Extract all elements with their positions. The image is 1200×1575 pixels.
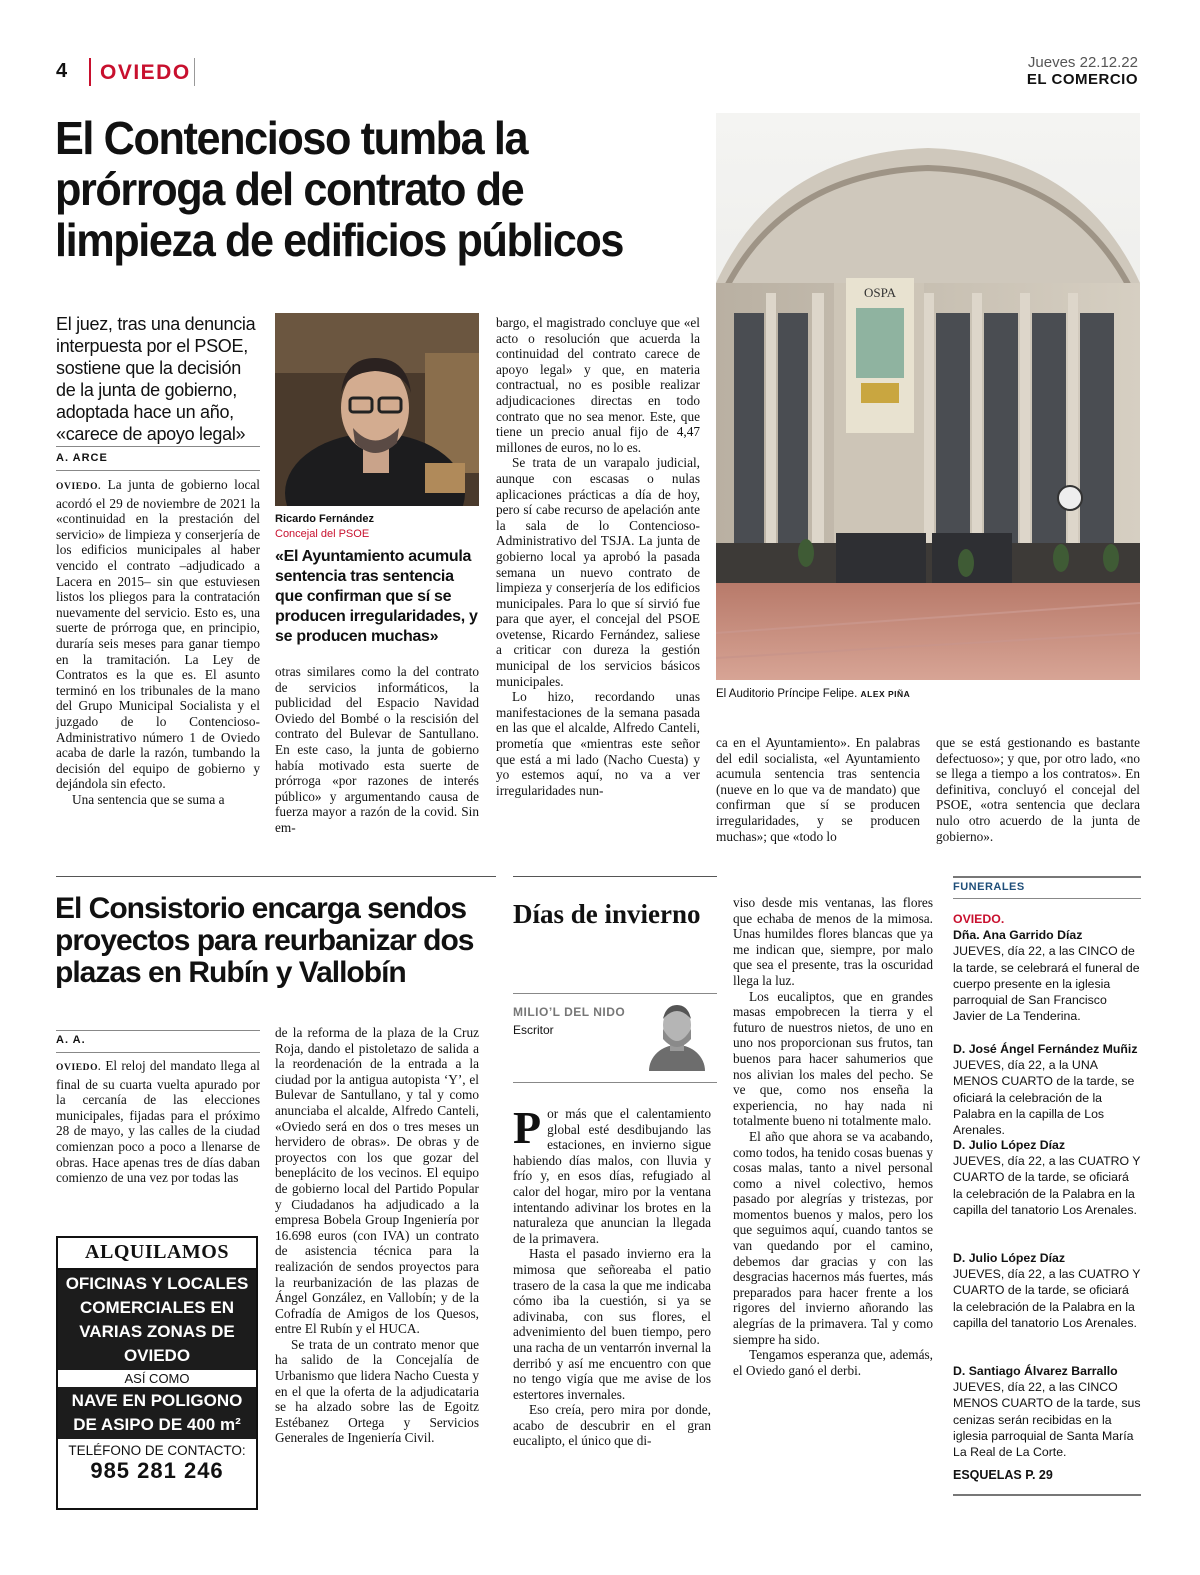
funerals-heading-rule bbox=[953, 898, 1141, 899]
main-col3-para2: Se trata de un varapalo judicial, aunque con escasas o nulas aplicaciones prácticas a día de hoy, pero sí cabe recurso de apelación ante la sala de lo Contencioso-Administrativo del TSJA. La junta de gobierno local ya aprobó la pasada semana un nuevo contrato de limpieza y conserjería de los edificios municipales. Para lo que sí sirvió fue para que ayer, el concejal del PSOE ovetense, Ricardo Fernández, saliese a criticar con dureza la gestión municipal de los servicios básicos municipales. bbox=[496, 455, 700, 689]
funeral-details: JUEVES, día 22, a la UNA MENOS CUARTO de la tarde, se oficiará la celebración de la Palabra en la capilla de Los Arenales. bbox=[953, 1058, 1135, 1138]
opinion-title-rule bbox=[513, 993, 717, 994]
section-title: OVIEDO bbox=[100, 61, 191, 84]
opinion-col2-para4: Tengamos esperanza que, además, el Oviedo ganó el derbi. bbox=[733, 1347, 933, 1378]
funeral-details: JUEVES, día 22, a las CUATRO Y CUARTO de la tarde, se oficiará la celebración de la Palabra en la capilla del tanatorio Los Arenales. bbox=[953, 1267, 1141, 1330]
second-headline: El Consistorio encarga sendos proyectos para reurbanizar dos plazas en Rubín y Vallobín bbox=[55, 892, 474, 989]
auditorium-image bbox=[716, 113, 1140, 680]
second-article-top-rule bbox=[56, 876, 496, 877]
caption-text: El Auditorio Príncipe Felipe. bbox=[716, 688, 858, 700]
main-col5-text: que se está gestionando es bastante defectuoso»; y que, por otro lado, «no se llega a tiempo a los contratos». En definitiva, concluyó el concejal del PSOE, «otra sentencia que declara nulo otro acuerdo de la junta de gobierno». bbox=[936, 735, 1140, 844]
funeral-entry-3 bbox=[953, 1137, 1141, 1218]
page-number: 4 bbox=[56, 60, 68, 82]
funeral-entry-4 bbox=[953, 1250, 1141, 1331]
portrait-role: Concejal del PSOE bbox=[275, 528, 370, 540]
funeral-details: JUEVES, día 22, a las CUATRO Y CUARTO de la tarde, se oficiará la celebración de la Palabra en la capilla del tanatorio Los Arenales. bbox=[953, 1154, 1141, 1217]
main-col2-text: otras similares como la del contrato de servicios informáticos, la publicidad del Espacio Navidad Oviedo del Bombé o la rescisión del contrato del Bulevar de Santullano. En este caso, la junta de gobierno había motivado esta suerte de prórroga «por razones de interés público» y argumentando causa de fuerza mayor a razón de la covid. Sin em- bbox=[275, 664, 479, 835]
main-col3-para3: Lo hizo, recordando unas manifestaciones de la semana pasada en las que el alcalde, Alfredo Canteli, prometía que «mientras este señor que está a mi lado (Nacho Cuesta) y yo estemos aquí, no va a ver irregularidades nun- bbox=[496, 689, 700, 798]
opinion-title: Días de invierno bbox=[513, 899, 701, 929]
opinion-col2-para2: Los eucaliptos, que en grandes masas empobrecen la tierra y el futuro de nuestros nietos, de uno en uno nos proporcionan sus frutos, tan buenos para hacer sahumerios que nos alivian los males del pecho. Se ve que, como nos enseña la experiencia, no hay nada ni totalmente bueno ni totalmente malo. bbox=[733, 988, 933, 1129]
main-col1-para2: Una sentencia que se suma a bbox=[72, 791, 225, 807]
opinion-col2-para3: El año que ahora se va acabando, como todos, ha tenido cosas buenas y cosas malas, tanto a nivel personal como a nivel colectivo, hemos pasado por alegrías y tristezas, por momentos buenos y malos, pero los que seguimos aquí, cuando tantos se van quedando por el camino, debemos dar gracias y con las desgracias hacernos más fuertes, más preparados para hacer frente a los rigores del invierno añorando las alegrías de la primavera. Tal y como siempre ha sido. bbox=[733, 1128, 933, 1347]
ad-contact-label: TELÉFONO DE CONTACTO: bbox=[68, 1443, 246, 1458]
second-col1-text: El reloj del mandato llega al final de su cuarta vuelta apurado por la cercanía de las elecciones municipales, fijadas para el próximo 28 de mayo, y las calles de la ciudad comienzan poco a poco a llenarse de obras. Hace apenas tres de días daban comienzo de una vez por todas las bbox=[56, 1058, 260, 1186]
author-portrait bbox=[648, 995, 706, 1071]
funerals-top-rule bbox=[953, 876, 1141, 878]
portrait-name: Ricardo Fernández bbox=[275, 513, 375, 525]
opinion-col1-para1: or más que el calentamiento global esté desdibujando las estaciones, en invierno sigue habiendo días malos, con lluvia y frío y, en esos días, refugiado al calor del hogar, miro por la ventana intentando adivinar los brotes en la naturaleza que anuncian la llegada de la primavera. bbox=[513, 1106, 711, 1246]
ad-headline: ALQUILAMOS bbox=[58, 1238, 256, 1270]
deck-rule bbox=[56, 446, 260, 447]
portrait-photo bbox=[275, 313, 479, 506]
funeral-name: D. Julio López Díaz bbox=[953, 1251, 1066, 1265]
main-column-5 bbox=[936, 735, 1140, 844]
second-byline-top-rule bbox=[56, 1030, 260, 1031]
section-divider bbox=[89, 58, 91, 86]
opinion-col1-para2: Hasta el pasado invierno era la mimosa que señoreaba el patio trasero de la casa la que me indicaba cómo iba la cuestión, si ya se adivinaba, con sus flores, el advenimiento del buen tiempo, pero una racha de un ventarrón invernal la derribó y así me encuentro con que no tengo vigía que me avise de los estertores invernales. bbox=[513, 1246, 711, 1402]
photo-credit: ALEX PIÑA bbox=[860, 689, 911, 699]
second-col2-para1: de la reforma de la plaza de la Cruz Roja, dando el pistoletazo de salida a la reordenación de la entrada a la ciudad por la antigua autopista ‘Y’, el Bulevar de Santullano, y tal y como anunciaba el alcalde, Alfredo Canteli, «Oviedo será en dos o tres meses un hervidero de obras». De obras y de proyectos con los que gozar del beneplácito de los vecinos. El equipo de gobierno local del Partido Popular y Ciudadanos ha adjudicado a la empresa Bobela Group Ingeniería por 16.698 euros (con IVA) un contrato de asistencia técnica para la realización de sendos proyectos para la reurbanización de las plazas de Ángel González, en Vallobín; y de la Cofradía de Amigos de los Quesos, entre El Rubín y el HUCA. bbox=[275, 1025, 479, 1337]
newspaper-name: EL COMERCIO bbox=[1026, 71, 1138, 88]
funeral-details: JUEVES, día 22, a las CINCO de la tarde, se celebrará el funeral de cuerpo presente en la iglesia parroquial de San Francisco Javier de La Tenderina. bbox=[953, 944, 1140, 1024]
main-byline: A. ARCE bbox=[56, 452, 108, 464]
funerals-heading: FUNERALES bbox=[953, 881, 1025, 893]
byline-rule bbox=[56, 470, 260, 471]
issue-date: Jueves 22.12.22 bbox=[1027, 54, 1138, 71]
ad-phone: 985 281 246 bbox=[90, 1458, 224, 1483]
ad-also: ASÍ COMO bbox=[58, 1370, 256, 1387]
funeral-entry-5 bbox=[953, 1363, 1141, 1460]
main-column-2 bbox=[275, 664, 479, 836]
opinion-author: MILIO’L DEL NIDO bbox=[513, 1005, 626, 1019]
main-column-1 bbox=[56, 477, 260, 807]
second-byline-rule bbox=[56, 1052, 260, 1053]
main-col4-text: ca en el Ayuntamiento». En palabras del edil socialista, «el Ayuntamiento acumula sentencia tras sentencia (nueve en lo que va de mandato) que confirman que sí se producen irregularidades, y se producen muchas»; que «todo lo bbox=[716, 735, 920, 844]
main-col1-para1: La junta de gobierno local acordó el 29 de noviembre de 2021 la «continuidad en la prestación del servicio» de limpieza y conserjería de los edificios municipales al haber vencido el contrato –adjudicado a Lacera en 2015– sin que estuviesen listos los pliegos para la contratación nuevamente del servicio. Esto es, una suerte de prórroga que, en principio, duraría seis meses para ganar tiempo en la tramitación. La Ley de Contratos es la que es. El asunto terminó en los tribunales de la mano del Grupo Municipal Socialista y el juzgado de lo Contencioso-Administrativo número 1 de Oviedo acaba de darle la razón, tumbando la decisión del equipo de gobierno y dejándola sin efecto. bbox=[56, 477, 260, 792]
auditorium-photo bbox=[716, 113, 1140, 680]
portrait-image bbox=[275, 313, 479, 506]
second-column-1 bbox=[56, 1058, 260, 1186]
opinion-author-rule bbox=[513, 1082, 717, 1083]
funeral-details: JUEVES, día 22, a las CINCO MENOS CUARTO de la tarde, sus cenizas serán recibidas en la iglesia parroquial de Santa María La Real de La Corte. bbox=[953, 1380, 1141, 1460]
second-dateline: OVIEDO. bbox=[56, 1063, 102, 1073]
funeral-name: D. Santiago Álvarez Barrallo bbox=[953, 1364, 1118, 1378]
section-divider-end bbox=[194, 58, 195, 86]
opinion-column-2 bbox=[733, 895, 933, 1378]
opinion-top-rule bbox=[513, 876, 717, 877]
author-photo bbox=[648, 995, 706, 1071]
esquelas-reference[interactable]: ESQUELAS P. 29 bbox=[953, 1468, 1053, 1482]
main-headline: El Contencioso tumba la prórroga del contrato de limpieza de edificios públicos bbox=[55, 112, 624, 266]
opinion-author-role: Escritor bbox=[513, 1023, 554, 1037]
funeral-entry-2 bbox=[953, 1041, 1141, 1138]
opinion-column-1 bbox=[513, 1102, 711, 1449]
funeral-entry-1 bbox=[953, 911, 1141, 1024]
second-byline: A. A. bbox=[56, 1034, 86, 1046]
main-column-3 bbox=[496, 315, 700, 798]
rental-ad bbox=[56, 1236, 258, 1510]
ad-warehouse: NAVE EN POLIGONO DE ASIPO DE 400 m² bbox=[71, 1391, 243, 1434]
main-col3-para1: bargo, el magistrado concluye que «el acto o resolución que acuerda la continuidad del contrato carece de apoyo legal» y que, en materia contractual, no es posible realizar adjudicaciones directas en todo contrato que no sea menor. Este, que tiene un precio anual fijo de 4,47 millones de euros, no lo es. bbox=[496, 315, 700, 455]
funeral-name: D. José Ángel Fernández Muñiz bbox=[953, 1042, 1138, 1056]
funeral-name: D. Julio López Díaz bbox=[953, 1138, 1066, 1152]
ad-offices: OFICINAS Y LOCALES COMERCIALES EN VARIAS ZONAS DE OVIEDO bbox=[65, 1274, 249, 1365]
opinion-col2-para1: viso desde mis ventanas, las flores que echaba de menos de la mimosa. Unas humildes flores blancas que ya me indican que, siempre, por malo que sea el presente, tras la oscuridad llega la luz. bbox=[733, 895, 933, 988]
banner-text: OSPA bbox=[863, 285, 897, 300]
pull-quote: «El Ayuntamiento acumula sentencia tras sentencia que confirman que sí se producen irregularidades, y se producen muchas» bbox=[275, 548, 478, 645]
second-column-2 bbox=[275, 1025, 479, 1446]
funerals-bottom-rule bbox=[953, 1494, 1141, 1496]
main-deck: El juez, tras una denuncia interpuesta por el PSOE, sostiene que la decisión de la junta de gobierno, adoptada hace un año, «carece de apoyo legal» bbox=[56, 314, 256, 444]
funeral-name: Dña. Ana Garrido Díaz bbox=[953, 928, 1083, 943]
drop-cap: P bbox=[513, 1102, 542, 1153]
funerals-city: OVIEDO. bbox=[953, 912, 1005, 926]
opinion-col1-para3: Eso creía, pero mira por donde, acabo de descubrir en el gran eucalipto, el único que di- bbox=[513, 1402, 711, 1449]
main-column-4 bbox=[716, 735, 920, 844]
dateline: OVIEDO. bbox=[56, 482, 102, 492]
photo-caption bbox=[716, 688, 910, 700]
second-col2-para2: Se trata de un contrato menor que ha salido de la Concejalía de Urbanismo que lidera Nacho Cuesta y en el que la oferta de la adjudicataria se ha alzado sobre las de Egoitz Estébanez Ortega y Servicios Generales de Ingeniería Civil. bbox=[275, 1336, 479, 1446]
